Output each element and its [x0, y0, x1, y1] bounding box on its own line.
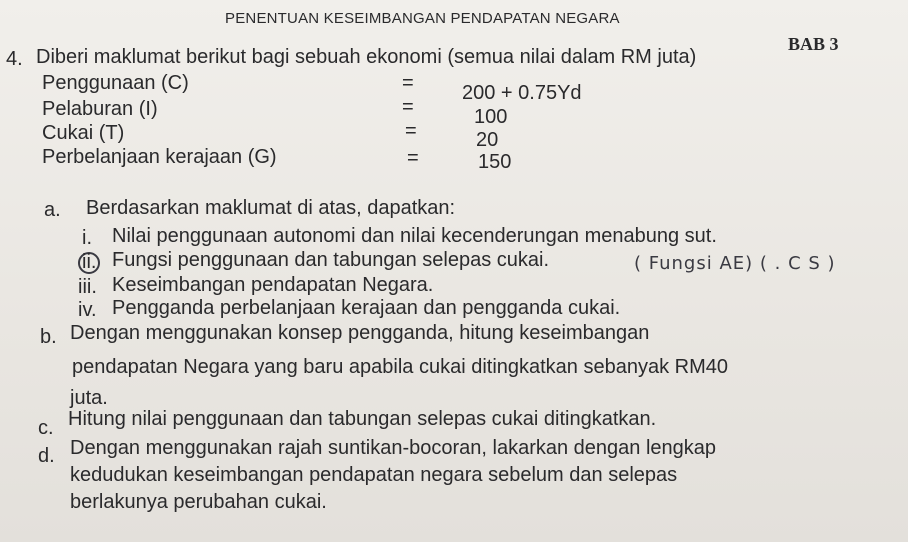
data-eq-government: =: [407, 147, 419, 169]
part-c-text: Hitung nilai penggunaan dan tabungan selepas cukai ditingkatkan.: [68, 408, 657, 430]
part-a-marker: a.: [44, 199, 61, 221]
part-b-line-3: juta.: [70, 387, 108, 409]
part-c-marker: c.: [38, 417, 54, 439]
part-d-line-3: berlakunya perubahan cukai.: [70, 491, 327, 513]
chapter-label: BAB 3: [788, 34, 839, 54]
part-a-item-i: Nilai penggunaan autonomi dan nilai kecenderungan menabung sut.: [112, 225, 717, 247]
part-a-item-i-marker: i.: [82, 227, 92, 249]
part-a-text: Berdasarkan maklumat di atas, dapatkan:: [86, 197, 456, 219]
part-b-marker: b.: [40, 326, 57, 348]
part-d-line-1: Dengan menggunakan rajah suntikan-bocoran, lakarkan dengan lengkap: [70, 437, 717, 459]
part-a-item-iv-marker: iv.: [78, 299, 97, 321]
handwritten-note: ( Fungsi AE) ( . C S ): [634, 253, 836, 274]
data-label-consumption: Penggunaan (C): [42, 72, 189, 94]
question-intro: Diberi maklumat berikut bagi sebuah ekonomi (semua nilai dalam RM juta): [36, 46, 697, 68]
data-value-government: 150: [478, 151, 512, 173]
question-number: 4.: [6, 48, 23, 70]
data-label-government: Perbelanjaan kerajaan (G): [42, 146, 277, 168]
chapter-header: PENENTUAN KESEIMBANGAN PENDAPATAN NEGARA: [225, 10, 620, 27]
data-label-tax: Cukai (T): [42, 122, 125, 144]
part-a-item-ii-marker: ii.: [82, 251, 97, 273]
data-eq-investment: =: [402, 96, 414, 118]
part-a-item-iii-marker: iii.: [78, 276, 97, 298]
part-b-line-2: pendapatan Negara yang baru apabila cukai ditingkatkan sebanyak RM40: [72, 356, 729, 378]
data-value-investment: 100: [474, 106, 508, 128]
part-d-marker: d.: [38, 445, 55, 467]
data-value-tax: 20: [476, 129, 499, 151]
part-d-line-2: kedudukan keseimbangan pendapatan negara sebelum dan selepas: [70, 464, 678, 486]
data-label-investment: Pelaburan (I): [42, 98, 158, 120]
data-eq-tax: =: [405, 120, 417, 142]
part-b-line-1: Dengan menggunakan konsep pengganda, hitung keseimbangan: [70, 322, 650, 344]
data-eq-consumption: =: [402, 72, 414, 94]
part-a-item-ii: Fungsi penggunaan dan tabungan selepas cukai.: [112, 249, 550, 271]
data-value-consumption: 200 + 0.75Yd: [462, 82, 582, 104]
part-a-item-iv: Pengganda perbelanjaan kerajaan dan pengganda cukai.: [112, 297, 621, 319]
part-a-item-iii: Keseimbangan pendapatan Negara.: [112, 274, 434, 296]
